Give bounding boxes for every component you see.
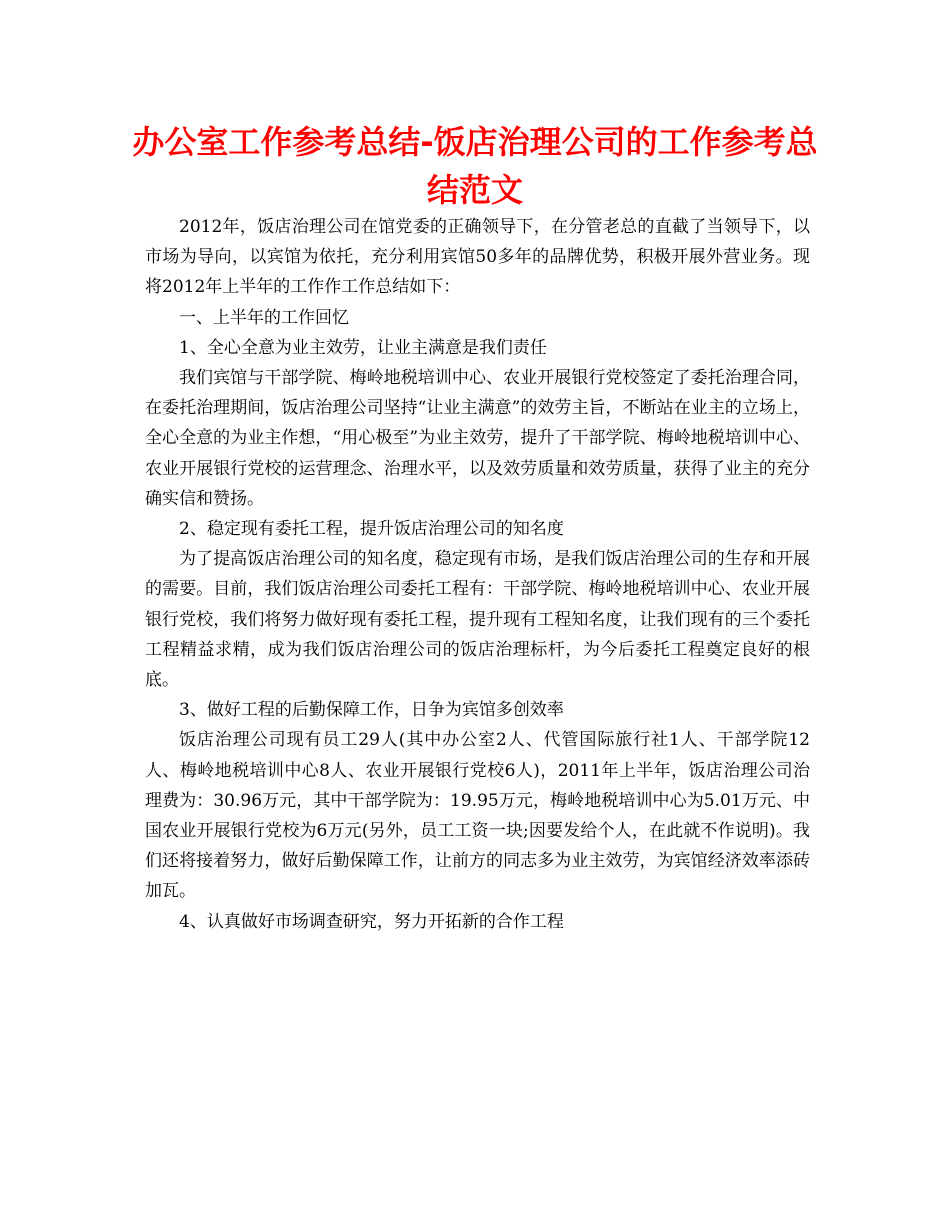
heading-item-2: 2、稳定现有委托工程，提升饭店治理公司的知名度 — [179, 519, 564, 540]
document-body — [145, 212, 810, 937]
document-title: 办公室工作参考总结-饭店治理公司的工作参考总结范文 — [132, 123, 818, 209]
paragraph-item-3: 饭店治理公司现有员工29人(其中办公室2人、代管国际旅行社1人、干部学院12人、梅岭地税培训中心8人、农业开展银行党校6人)，2011年上半年，饭店治理公司治理费为：30.96万元，其中干部学院为：19.95万元，梅岭地税培训中心为5.01万元、中国农业开展银行党校为6万元(另外，员工工资一块;因要发给个人，在此就不作说明)。我们还将接着努力，做好后勤保障工作，让前方的同志多为业主效劳，为宾馆经济效率添砖加瓦。 — [145, 730, 810, 902]
heading-item-4: 4、认真做好市场调查研究，努力开拓新的合作工程 — [179, 911, 564, 932]
heading-item-3: 3、做好工程的后勤保障工作，日争为宾馆多创效率 — [179, 700, 564, 721]
paragraph-intro: 2012年，饭店治理公司在馆党委的正确领导下，在分管老总的直截了当领导下，以市场为导向，以宾馆为依托，充分利用宾馆50多年的品牌优势，积极开展外营业务。现将2012年上半年的工作作工作总结如下： — [145, 217, 810, 298]
heading-item-1: 1、全心全意为业主效劳，让业主满意是我们责任 — [179, 337, 547, 358]
paragraph-item-2: 为了提高饭店治理公司的知名度，稳定现有市场，是我们饭店治理公司的生存和开展的需要。目前，我们饭店治理公司委托工程有：干部学院、梅岭地税培训中心、农业开展银行党校，我们将努力做好现有委托工程，提升现有工程知名度，让我们现有的三个委托工程精益求精，成为我们饭店治理公司的饭店治理标杆，为今后委托工程奠定良好的根底。 — [145, 549, 810, 691]
paragraph-item-1: 我们宾馆与干部学院、梅岭地税培训中心、农业开展银行党校签定了委托治理合同，在委托治理期间，饭店治理公司坚持“让业主满意”的效劳主旨，不断站在业主的立场上，全心全意的为业主作想，“用心极至”为业主效劳，提升了干部学院、梅岭地税培训中心、农业开展银行党校的运营理念、治理水平，以及效劳质量和效劳质量，获得了业主的充分确实信和赞扬。 — [145, 368, 810, 509]
heading-section-1: 一、上半年的工作回忆 — [179, 307, 349, 328]
